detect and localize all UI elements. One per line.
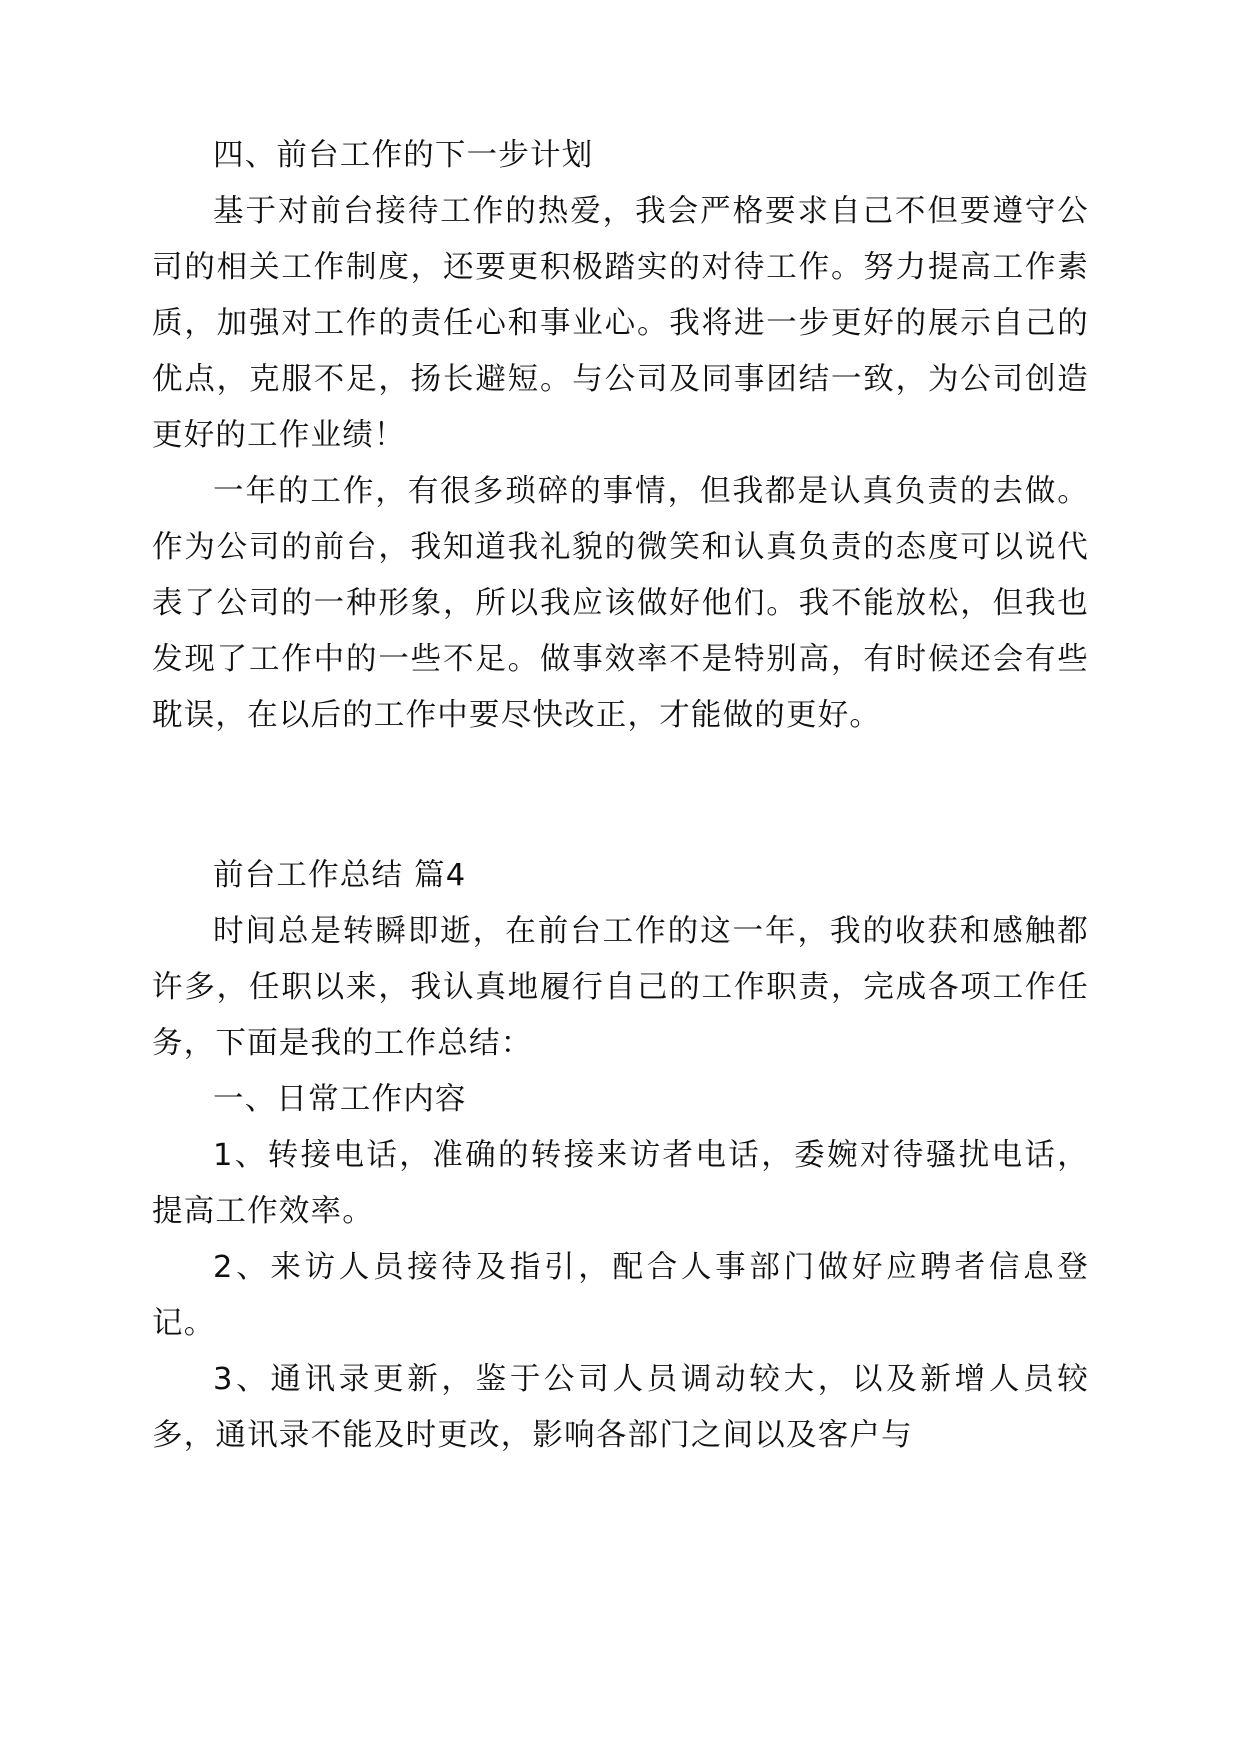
heading-section-four: 四、前台工作的下一步计划 <box>213 138 594 173</box>
paragraph-spacer <box>152 744 1089 848</box>
section-title-front-desk-summary-4: 前台工作总结 篇4 <box>213 858 467 893</box>
list-item-visitor-reception: 2、来访人员接待及指引，配合人事部门做好应聘者信息登记。 <box>152 1250 1089 1341</box>
paragraph-intro-part-4: 时间总是转瞬即逝，在前台工作的这一年，我的收获和感触都许多，任职以来，我认真地履行自己的工作职责，完成各项工作任务，下面是我的工作总结： <box>152 914 1089 1061</box>
list-item-contact-list-update: 3、通讯录更新，鉴于公司人员调动较大，以及新增人员较多，通讯录不能及时更改，影响各部门之间以及客户与 <box>152 1362 1089 1453</box>
paragraph-next-step-plan: 基于对前台接待工作的热爱，我会严格要求自己不但要遵守公司的相关工作制度，还要更积极踏实的对待工作。努力提高工作素质，加强对工作的责任心和事业心。我将进一步更好的展示自己的优点，克服不足，扬长避短。与公司及同事团结一致，为公司创造更好的工作业绩！ <box>152 194 1089 453</box>
list-item-transfer-calls: 1、转接电话，准确的转接来访者电话，委婉对待骚扰电话，提高工作效率。 <box>152 1138 1089 1229</box>
paragraph-year-summary: 一年的工作，有很多琐碎的事情，但我都是认真负责的去做。作为公司的前台，我知道我礼貌的微笑和认真负责的态度可以说代表了公司的一种形象，所以我应该做好他们。我不能放松，但我也发现了工作中的一些不足。做事效率不是特别高，有时候还会有些耽误，在以后的工作中要尽快改正，才能做的更好。 <box>152 474 1089 733</box>
document-body <box>152 128 1089 1464</box>
heading-daily-work-content: 一、日常工作内容 <box>213 1082 467 1117</box>
